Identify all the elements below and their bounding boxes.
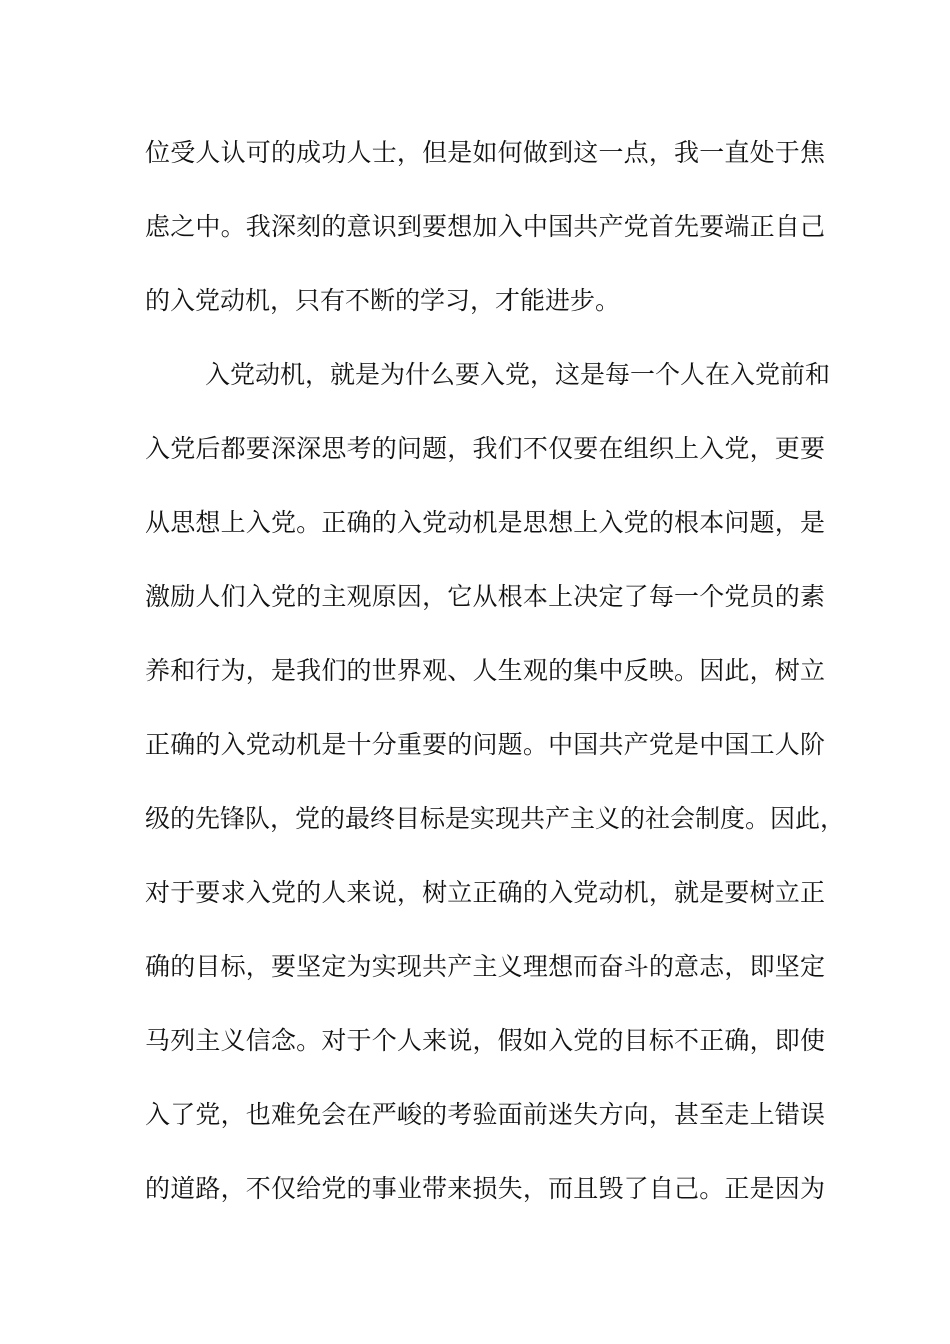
text-line-12: 确的目标，要坚定为实现共产主义理想而奋斗的意志，即坚定 xyxy=(145,952,825,981)
text-line-9: 正确的入党动机是十分重要的问题。中国共产党是中国工人阶 xyxy=(145,730,825,759)
text-line-8: 养和行为，是我们的世界观、人生观的集中反映。因此，树立 xyxy=(145,656,825,685)
text-line-15: 的道路，不仅给党的事业带来损失，而且毁了自己。正是因为 xyxy=(145,1174,825,1203)
text-line-13: 马列主义信念。对于个人来说，假如入党的目标不正确，即使 xyxy=(145,1026,825,1055)
text-line-14: 入了党，也难免会在严峻的考验面前迷失方向，甚至走上错误 xyxy=(145,1100,825,1129)
text-line-2: 虑之中。我深刻的意识到要想加入中国共产党首先要端正自己 xyxy=(145,212,825,241)
text-line-3: 的入党动机，只有不断的学习，才能进步。 xyxy=(145,286,621,315)
text-line-1: 位受人认可的成功人士，但是如何做到这一点，我一直处于焦 xyxy=(145,138,825,167)
text-line-4: 入党动机，就是为什么要入党，这是每一个人在入党前和 xyxy=(205,360,831,389)
text-line-7: 激励人们入党的主观原因，它从根本上决定了每一个党员的素 xyxy=(145,582,825,611)
text-line-11: 对于要求入党的人来说，树立正确的入党动机，就是要树立正 xyxy=(145,878,825,907)
text-line-5: 入党后都要深深思考的问题，我们不仅要在组织上入党，更要 xyxy=(145,434,825,463)
text-line-10: 级的先锋队，党的最终目标是实现共产主义的社会制度。因此， xyxy=(145,804,846,833)
text-line-6: 从思想上入党。正确的入党动机是思想上入党的根本问题，是 xyxy=(145,508,825,537)
